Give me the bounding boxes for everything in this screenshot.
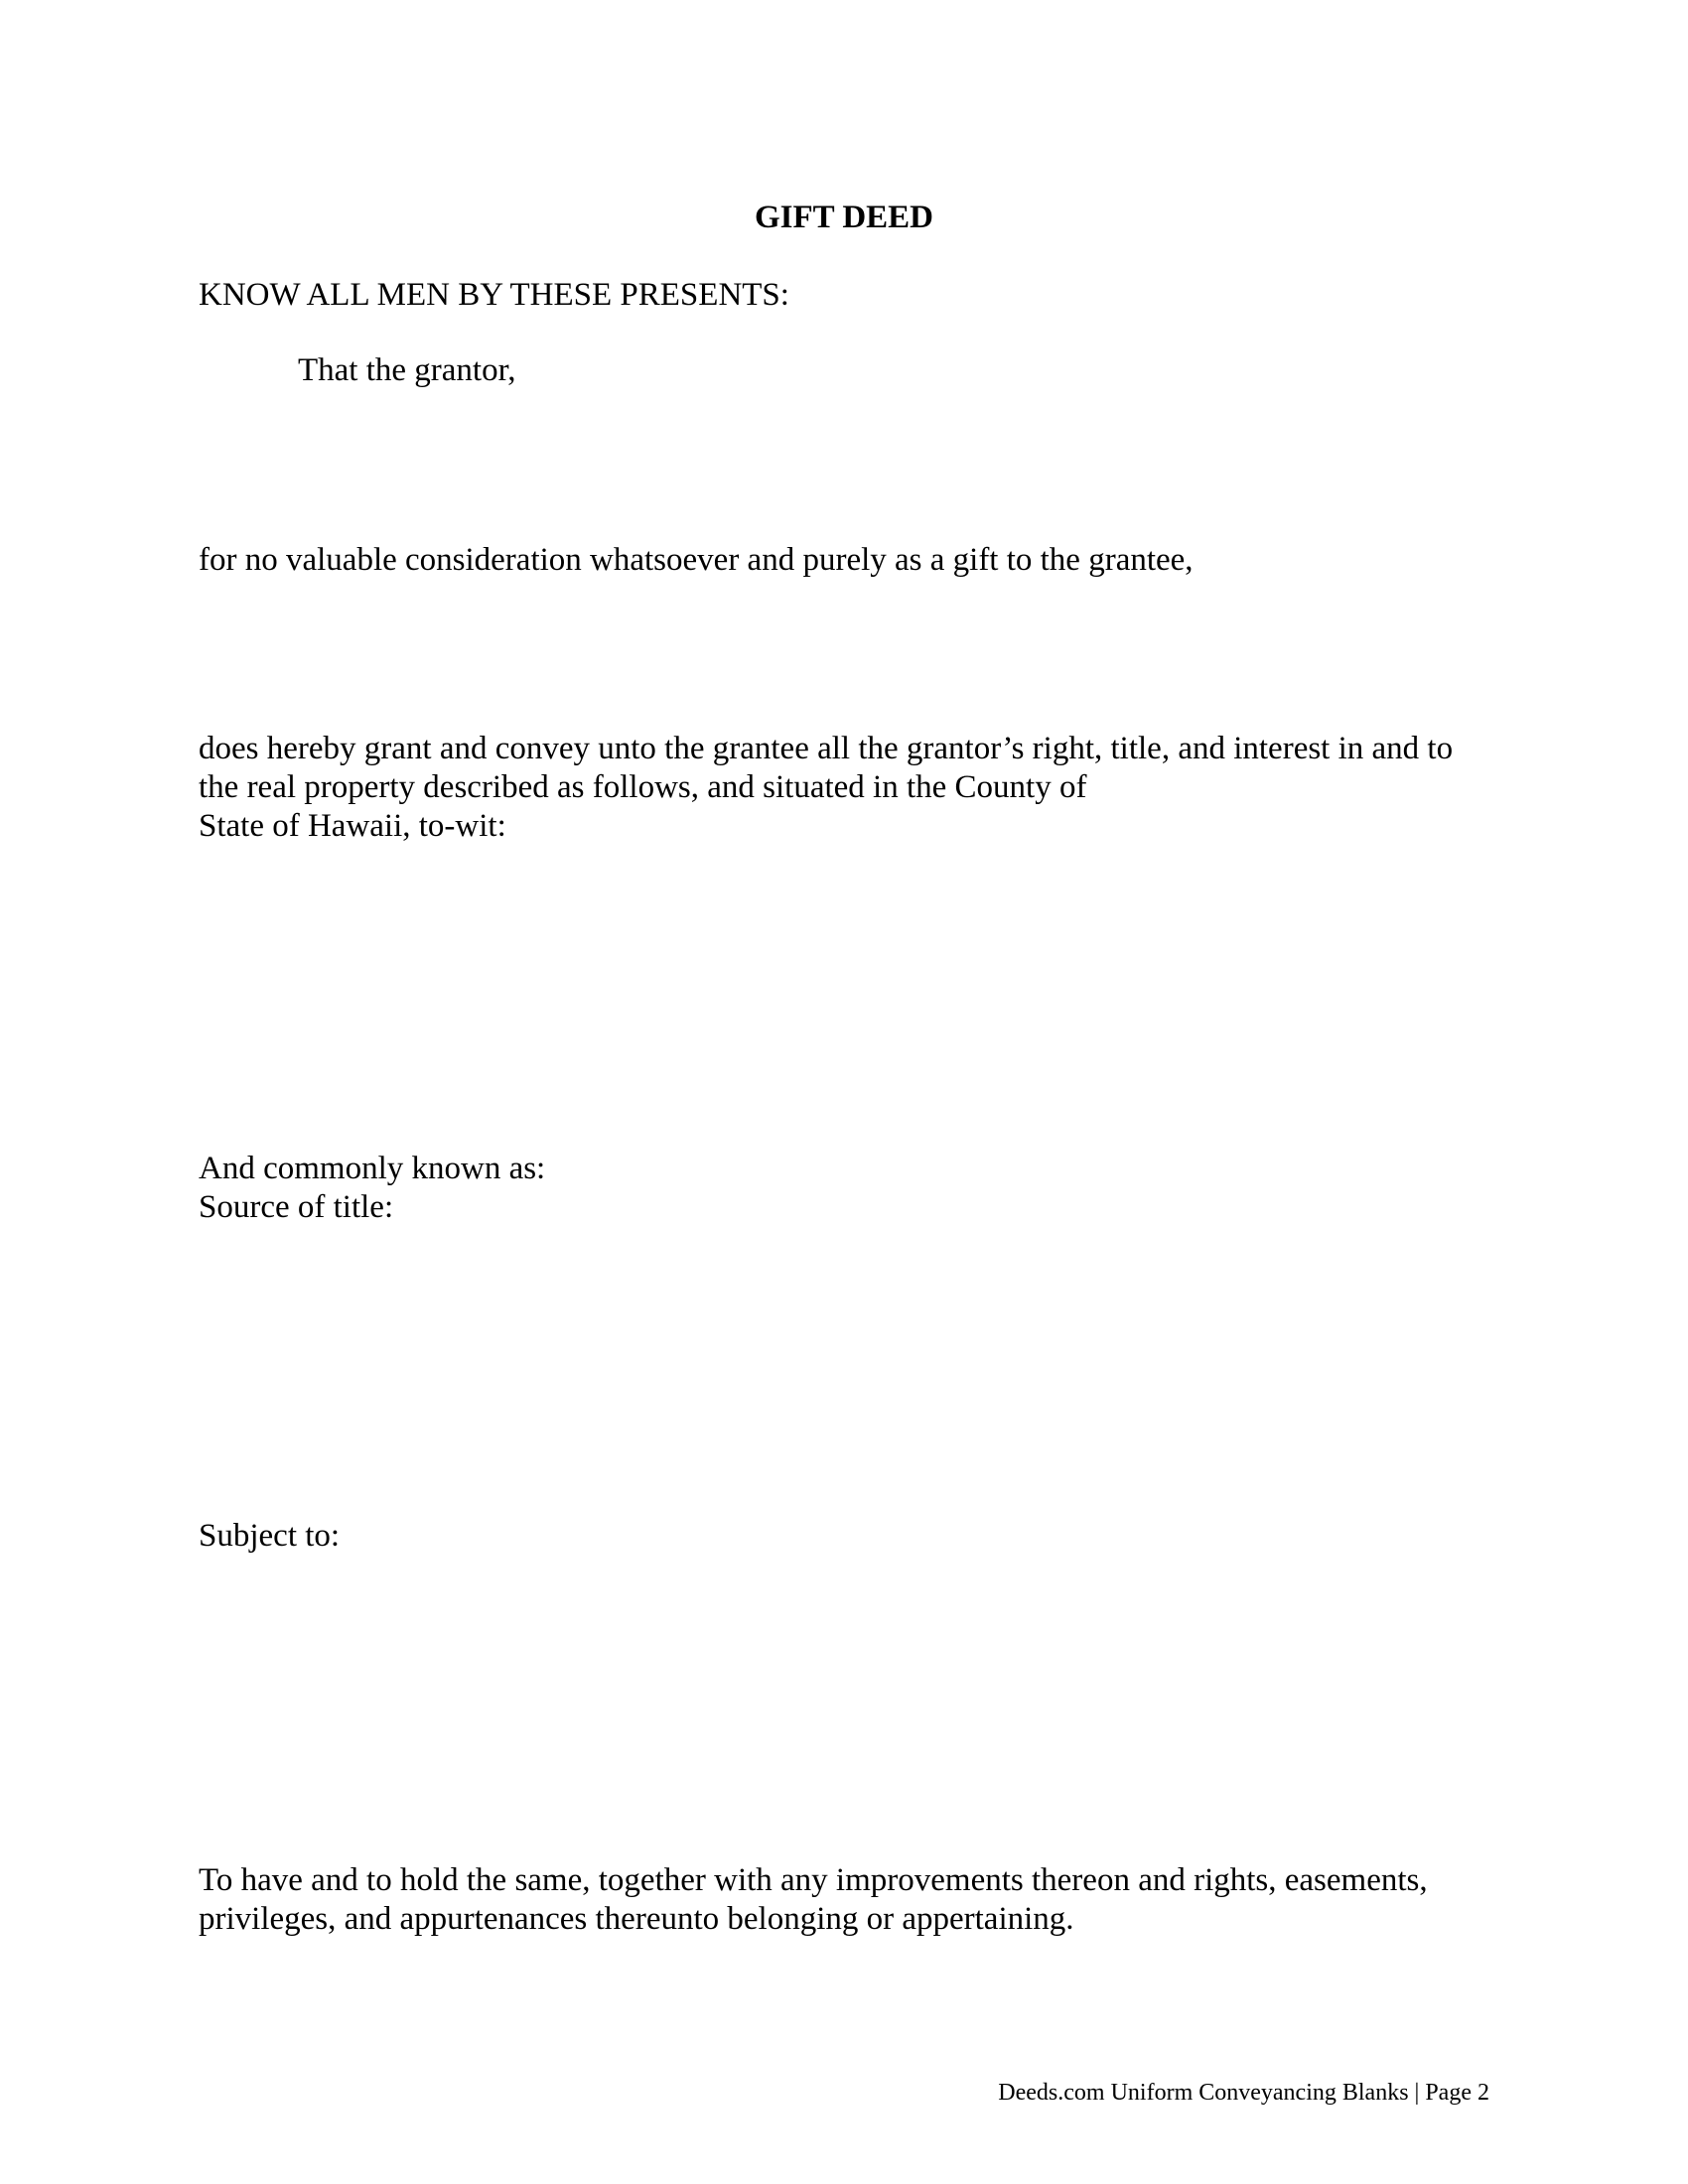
commonly-known-label: And commonly known as: (199, 1151, 546, 1186)
subject-to-label: Subject to: (199, 1518, 341, 1554)
grantor-intro: That the grantor, (298, 352, 516, 388)
habendum-line-2: privileges, and appurtenances thereunto belonging or appertaining. (199, 1901, 1074, 1937)
conveyance-line-3: State of Hawaii, to-wit: (199, 808, 506, 844)
document-title: GIFT DEED (754, 200, 934, 235)
page-footer: Deeds.com Uniform Conveyancing Blanks | Page 2 (998, 2080, 1489, 2106)
opening-statement: KNOW ALL MEN BY THESE PRESENTS: (199, 277, 789, 313)
conveyance-line-2: the real property described as follows, and situated in the County of (199, 769, 1087, 805)
habendum-line-1: To have and to hold the same, together with any improvements thereon and rights, easements, (199, 1862, 1428, 1898)
conveyance-line-1: does hereby grant and convey unto the grantee all the grantor’s right, title, and interest in and to (199, 731, 1454, 766)
consideration-clause: for no valuable consideration whatsoever and purely as a gift to the grantee, (199, 542, 1194, 578)
source-of-title-label: Source of title: (199, 1189, 394, 1225)
